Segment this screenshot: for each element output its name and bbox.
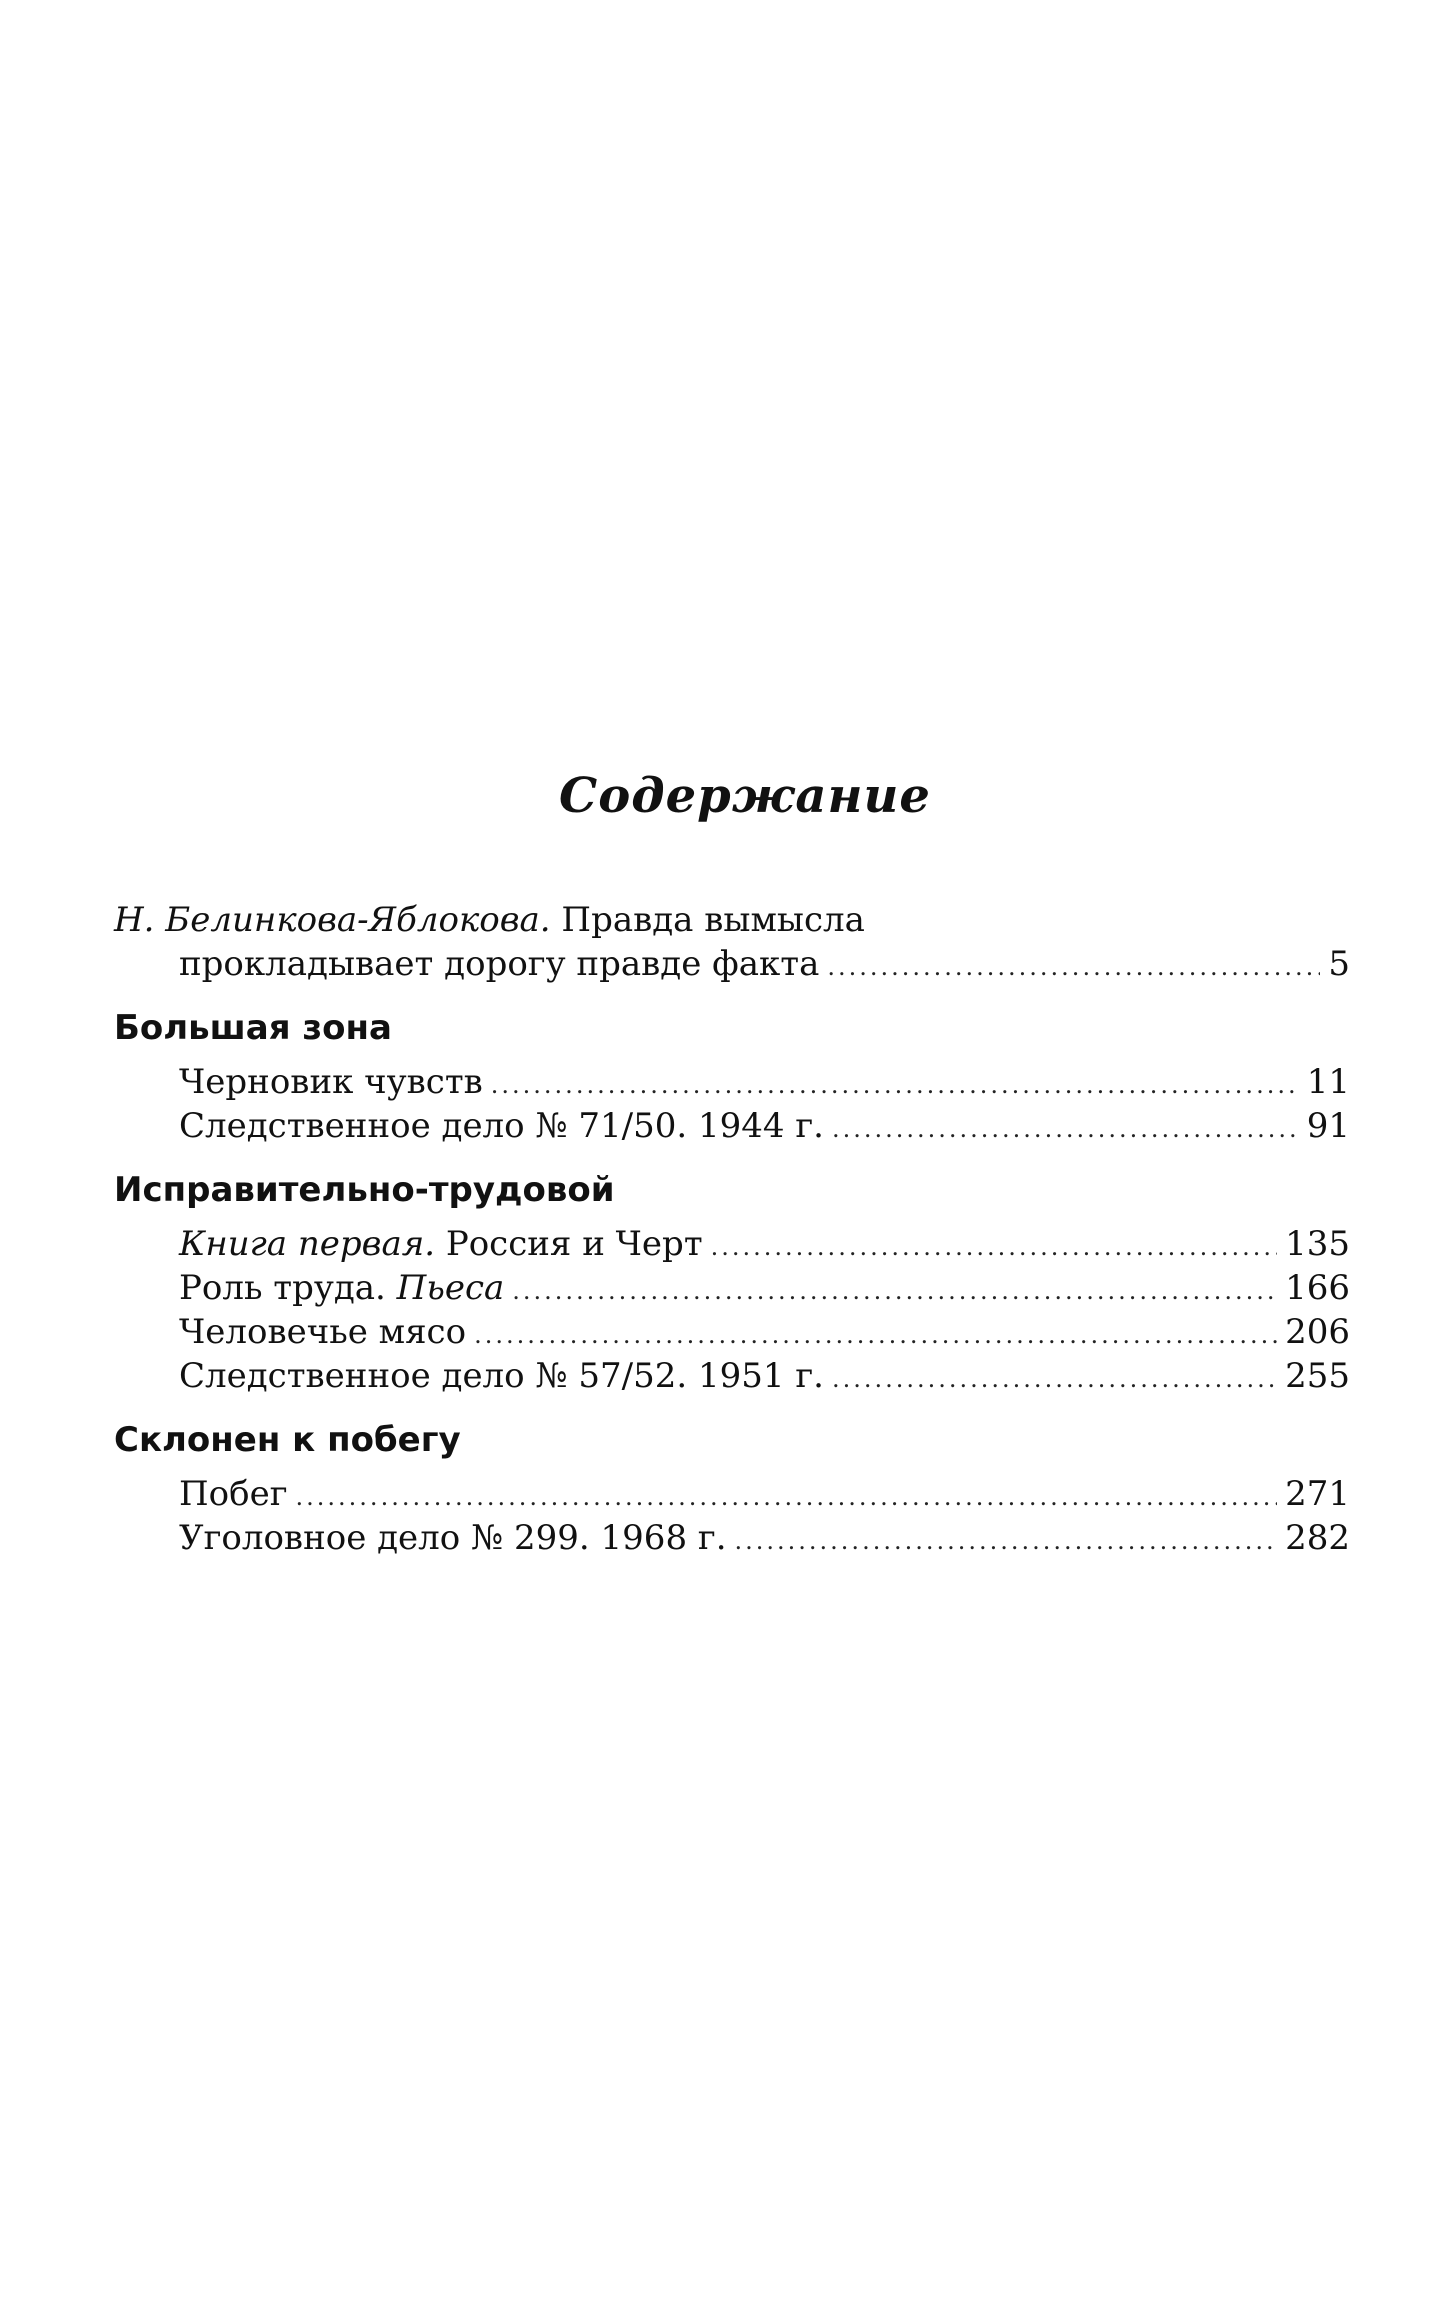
toc-entry[interactable]: Книга первая. Россия и Черт ..... 135 bbox=[114, 1222, 1350, 1266]
page-title: Содержание bbox=[559, 768, 931, 824]
table-of-contents bbox=[114, 898, 1350, 1560]
entry-title: Россия и Черт bbox=[435, 1224, 703, 1264]
intro-author: Н. Белинкова-Яблокова. bbox=[114, 900, 551, 940]
section-heading: Исправительно-трудовой bbox=[114, 1170, 615, 1210]
toc-entry[interactable] bbox=[114, 1516, 1350, 1560]
intro-title-line-2: прокладывает дорогу правде факта bbox=[179, 944, 820, 984]
section-heading: Большая зона bbox=[114, 1008, 392, 1048]
toc-entry[interactable] bbox=[114, 1104, 1350, 1148]
entry-title: Следственное дело № 71/50. 1944 г. bbox=[179, 1106, 824, 1146]
toc-entry[interactable] bbox=[114, 1472, 1350, 1516]
entry-title: Уголовное дело № 299. 1968 г. bbox=[179, 1518, 727, 1558]
page-number: 255 bbox=[1285, 1356, 1350, 1396]
toc-entry[interactable] bbox=[114, 1060, 1350, 1104]
page-number: 206 bbox=[1285, 1312, 1350, 1352]
page-number: 135 bbox=[1285, 1224, 1350, 1264]
entry-title: Побег bbox=[179, 1474, 288, 1514]
toc-intro-line-1 bbox=[114, 898, 1350, 942]
dot-leader bbox=[711, 1225, 1277, 1269]
dot-leader bbox=[474, 1313, 1277, 1357]
page-number: 166 bbox=[1285, 1268, 1350, 1308]
dot-leader bbox=[491, 1063, 1299, 1107]
toc-entry[interactable] bbox=[114, 1354, 1350, 1398]
dot-leader bbox=[512, 1269, 1277, 1313]
page-number: 91 bbox=[1306, 1106, 1350, 1146]
page-number: 282 bbox=[1285, 1518, 1350, 1558]
dot-leader bbox=[832, 1357, 1277, 1401]
toc-intro-line-2[interactable] bbox=[114, 942, 1350, 986]
page-number: 271 bbox=[1285, 1474, 1350, 1514]
page-number: 11 bbox=[1306, 1062, 1350, 1102]
dot-leader bbox=[832, 1107, 1299, 1151]
toc-entry[interactable] bbox=[114, 1310, 1350, 1354]
entry-title: Следственное дело № 57/52. 1951 г. bbox=[179, 1356, 824, 1396]
toc-entry[interactable]: Роль труда. Пьеса ..... 166 bbox=[114, 1266, 1350, 1310]
section-heading: Склонен к побегу bbox=[114, 1420, 461, 1460]
dot-leader bbox=[827, 945, 1320, 989]
dot-leader bbox=[296, 1475, 1278, 1519]
entry-title: Черновик чувств bbox=[179, 1062, 483, 1102]
dot-leader bbox=[735, 1519, 1278, 1563]
entry-title: Роль труда. bbox=[179, 1268, 397, 1308]
intro-title-line-1: Правда вымысла bbox=[561, 900, 865, 940]
entry-title: Человечье мясо bbox=[179, 1312, 467, 1352]
page-number: 5 bbox=[1328, 944, 1350, 984]
